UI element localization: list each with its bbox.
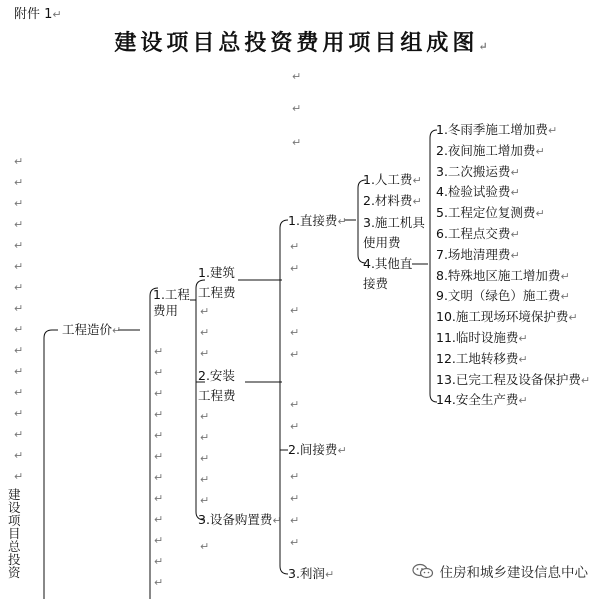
connector-root — [44, 330, 58, 599]
node-other-direct-fee: 4.其他直接费 — [363, 256, 413, 291]
fee-item: 6.工程点交费↵ — [436, 226, 520, 241]
node-equipment-fee: 3.设备购置费↵ — [198, 512, 282, 527]
node-profit: 3.利润↵ — [288, 566, 335, 581]
connector-cost — [150, 288, 158, 599]
watermark — [412, 561, 589, 581]
fee-item: 7.场地清理费↵ — [436, 246, 520, 262]
fee-item: 1.冬雨季施工增加费↵ — [436, 122, 558, 137]
node-indirect-fee: 2.间接费↵ — [288, 442, 347, 457]
fee-item: 2.夜间施工增加费↵ — [436, 142, 545, 158]
fee-item: 10.施工现场环境保护费↵ — [436, 309, 578, 325]
node-building-fee: 1.建筑工程费 — [198, 265, 236, 300]
root-node: 建设项目总投资 — [8, 487, 21, 580]
fee-item: 9.文明（绿色）施工费↵ — [436, 288, 570, 304]
fee-item: 14.安全生产费↵ — [436, 392, 528, 408]
node-machinery-fee: 3.施工机具使用费 — [363, 215, 425, 250]
node-project-cost: 工程造价↵ — [62, 322, 122, 337]
fee-item: 11.临时设施费↵ — [436, 330, 528, 345]
fee-item: 3.二次搬运费↵ — [436, 163, 520, 179]
node-direct-fee: 1.直接费↵ — [288, 213, 347, 228]
fee-item: 12.工地转移费↵ — [436, 350, 528, 366]
page-title: 建设项目总投资费用项目组成图↵ — [114, 30, 492, 56]
wechat-icon — [412, 563, 434, 579]
node-labor-fee: 1.人工费↵ — [363, 172, 422, 187]
fee-item: 8.特殊地区施工增加费↵ — [436, 267, 570, 283]
attachment-label: 附件 1↵ — [14, 7, 62, 22]
fee-item: 4.检验试验费↵ — [436, 184, 520, 200]
node-installation-fee: 2.安装工程费 — [198, 368, 236, 403]
watermark-text: 住房和城乡建设信息中心 — [439, 565, 588, 581]
fee-item: 13.已完工程及设备保护费↵ — [436, 371, 591, 387]
node-engineering-fee: 1.工程费用 — [153, 287, 190, 318]
fee-item: 5.工程定位复测费↵ — [436, 205, 545, 221]
node-material-fee: 2.材料费↵ — [363, 193, 422, 208]
